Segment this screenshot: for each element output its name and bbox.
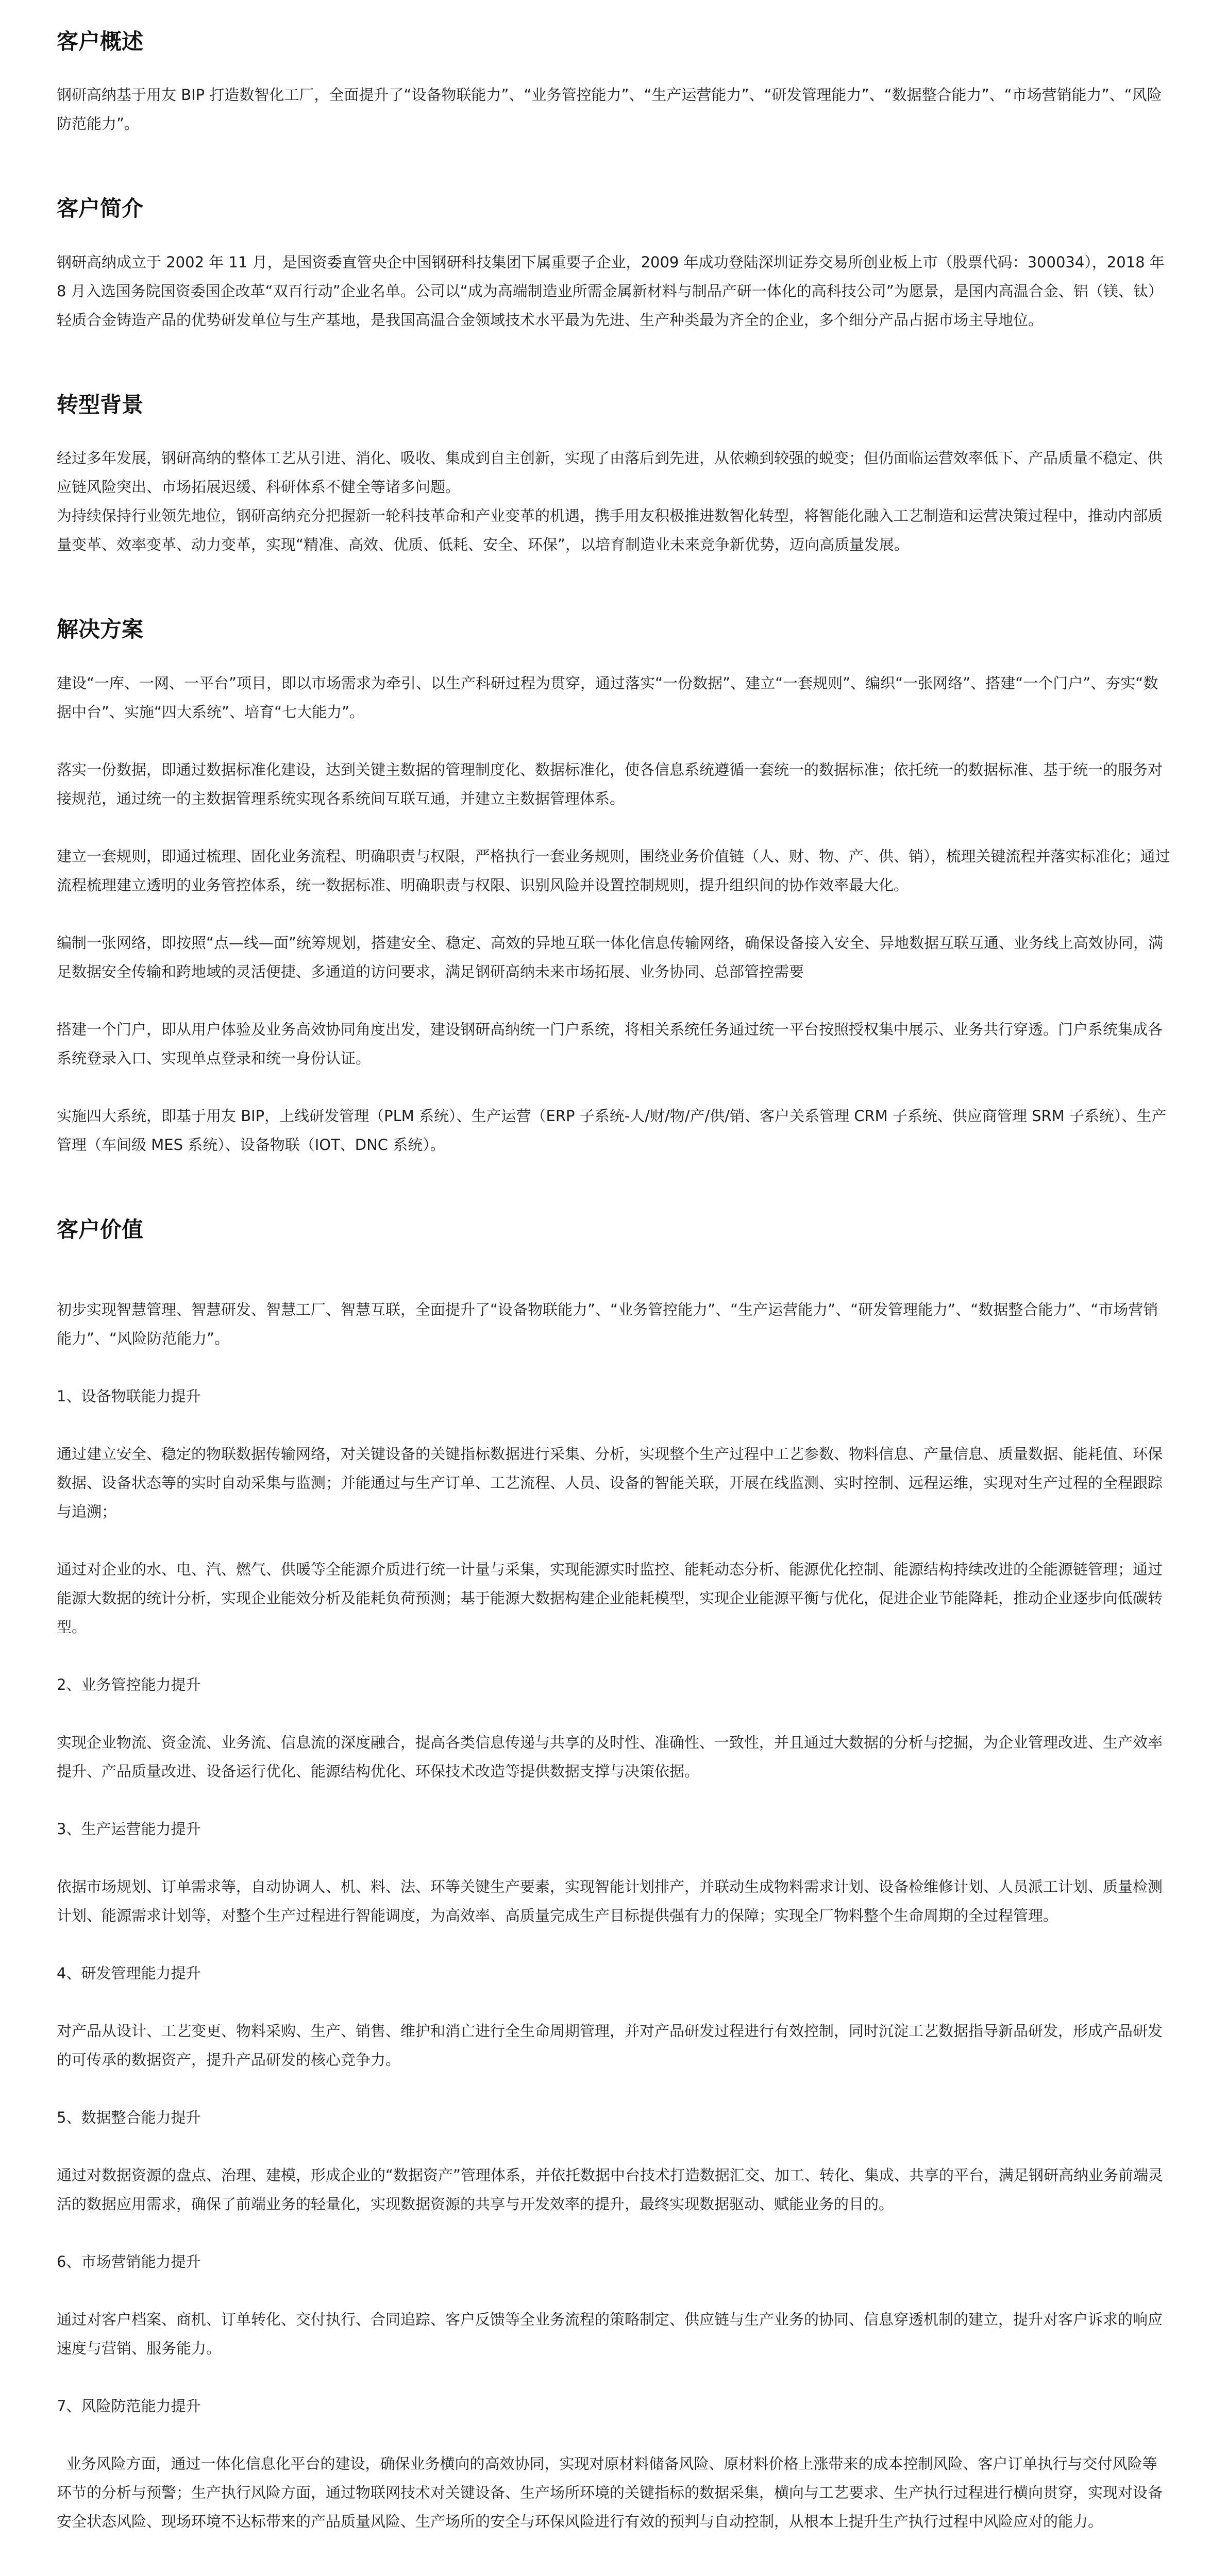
spacer	[57, 1930, 1170, 1959]
section-title-intro: 客户简介	[57, 196, 144, 222]
spacer	[57, 1786, 1170, 1815]
background-paragraph-2: 为持续保持行业领先地位，钢研高纳充分把握新一轮科技革命和产业变革的机遇，携手用友积极推进数智化转型，将智能化融入工艺制造和运营决策过程中，推动内部质量变革、效率变革、动力变革，实现“精准、高效、优质、低耗、安全、环保”，以培育制造业未来竞争新优势，迈向高质量发展。	[57, 507, 1163, 554]
section-title-value: 客户价值	[57, 1216, 144, 1242]
value-subheading-7: 7、风险防范能力提升	[57, 2397, 201, 2415]
background-paragraph-1: 经过多年发展，钢研高纳的整体工艺从引进、消化、吸收、集成到自主创新，实现了由落后到先进，从依赖到较强的蜕变；但仍面临运营效率低下、产品质量不稳定、供应链风险突出、市场拓展迟缓、科研体系不健全等诸多问题。	[57, 449, 1163, 496]
value-1-paragraph-1: 通过建立安全、稳定的物联数据传输网络，对关键设备的关键指标数据进行采集、分析，实现整个生产过程中工艺参数、物料信息、产量信息、质量数据、能耗值、环保数据、设备状态等的实时自动采集与监测；并能通过与生产订单、工艺流程、人员、设备的智能关联，开展在线监测、实时控制、远程运维，实现对生产过程的全程跟踪与追溯；	[57, 1445, 1163, 1520]
spacer	[57, 1843, 1170, 1872]
spacer	[57, 1641, 1170, 1670]
spacer	[57, 1353, 1170, 1382]
solution-paragraph-3: 建立一套规则，即通过梳理、固化业务流程、明确职责与权限，严格执行一套业务规则，围绕业务价值链（人、财、物、产、供、销），梳理关键流程并落实标准化；通过流程梳理建立透明的业务管控体系，统一数据标准、明确职责与权限、识别风险并设置控制规则，提升组织间的协作效率最大化。	[57, 847, 1170, 894]
value-intro: 初步实现智慧管理、智慧研发、智慧工厂、智慧互联，全面提升了“设备物联能力”、“业务管控能力”、“生产运营能力”、“研发管理能力”、“数据整合能力”、“市场营销能力”、“风险防范能力”。	[57, 1300, 1158, 1347]
value-2-paragraph-1: 实现企业物流、资金流、业务流、信息流的深度融合，提高各类信息传递与共享的及时性、准确性、一致性，并且通过大数据的分析与挖掘，为企业管理改进、生产效率提升、产品质量改进、设备运行优化、能源结构优化、环保技术改造等提供数据支撑与决策依据。	[57, 1733, 1163, 1780]
section-background	[57, 334, 1170, 559]
section-title-background: 转型背景	[57, 392, 144, 417]
section-value	[57, 1159, 1170, 2536]
value-3-paragraph-1: 依据市场规划、订单需求等，自动协调人、机、料、法、环等关键生产要素，实现智能计划排产，并联动生成物料需求计划、设备检维修计划、人员派工计划、质量检测计划、能源需求计划等，对整个生产过程进行智能调度，为高效率、高质量完成生产目标提供强有力的保障；实现全厂物料整个生命周期的全过程管理。	[57, 1877, 1163, 1924]
solution-paragraph-6: 实施四大系统，即基于用友 BIP，上线研发管理（PLM 系统）、生产运营（ERP 子系统-人/财/物/产/供/销、客户关系管理 CRM 子系统、供应商管理 SRM 子系统）、生产管理（车间级 MES 系统）、设备物联（IOT、DNC 系统）。	[57, 1107, 1167, 1154]
solution-paragraph-1: 建设“一库、一网、一平台”项目，即以市场需求为牵引、以生产科研过程为贯穿，通过落实“一份数据”、建立“一套规则”、编织“一张网络”、搭建“一个门户”、夯实“数据中台”、实施“四大系统”、培育“七大能力”。	[57, 674, 1158, 721]
spacer	[57, 726, 1170, 755]
value-4-paragraph-1: 对产品从设计、工艺变更、物料采购、生产、销售、维护和消亡进行全生命周期管理，并对产品研发过程进行有效控制，同时沉淀工艺数据指导新品研发，形成产品研发的可传承的数据资产，提升产品研发的核心竞争力。	[57, 2022, 1163, 2069]
value-1-paragraph-2: 通过对企业的水、电、汽、燃气、供暖等全能源介质进行统一计量与采集，实现能源实时监控、能耗动态分析、能源优化控制、能源结构持续改进的全能源链管理；通过能源大数据的统计分析，实现企业能效分析及能耗负荷预测；基于能源大数据构建企业能耗模型，实现企业能源平衡与优化，促进企业节能降耗，推动企业逐步向低碳转型。	[57, 1560, 1163, 1636]
spacer	[57, 2132, 1170, 2161]
spacer	[57, 1699, 1170, 1728]
spacer	[57, 1988, 1170, 2016]
spacer	[57, 986, 1170, 1015]
spacer	[57, 813, 1170, 842]
value-6-paragraph-1: 通过对客户档案、商机、订单转化、交付执行、合同追踪、客户反馈等全业务流程的策略制定、供应链与生产业务的协同、信息穿透机制的建立，提升对客户诉求的响应速度与营销、服务能力。	[57, 2310, 1163, 2357]
spacer	[57, 2074, 1170, 2103]
section-title-overview: 客户概述	[57, 29, 144, 54]
spacer	[57, 2276, 1170, 2305]
intro-text: 钢研高纳成立于 2002 年 11 月，是国资委直管央企中国钢研科技集团下属重要子企业，2009 年成功登陆深圳证券交易所创业板上市（股票代码：300034），2018 年 8 月入选国务院国资委国企改革“双百行动”企业名单。公司以“成为高端制造业所需金属新材料与制品产研一体化的高科技公司”为愿景，是国内高温合金、铝（镁、钛）轻质合金铸造产品的优势研发单位与生产基地，是我国高温合金领域技术水平最为先进、生产种类最为齐全的企业，多个细分产品占据市场主导地位。	[57, 253, 1170, 329]
spacer	[57, 900, 1170, 928]
value-5-paragraph-1: 通过对数据资源的盘点、治理、建模，形成企业的“数据资产”管理体系，并依托数据中台技术打造数据汇交、加工、转化、集成、共享的平台，满足钢研高纳业务前端灵活的数据应用需求，确保了前端业务的轻量化，实现数据资源的共享与开发效率的提升，最终实现数据驱动、赋能业务的目的。	[57, 2166, 1164, 2213]
spacer	[57, 1526, 1170, 1555]
value-7-paragraph-1: 业务风险方面，通过一体化信息化平台的建设，确保业务横向的高效协同，实现对原材料储备风险、原材料价格上涨带来的成本控制风险、客户订单执行与交付风险等环节的分析与预警；生产执行风险方面，通过物联网技术对关键设备、生产场所环境的关键指标的数据采集，横向与工艺要求、生产执行过程进行横向贯穿，实现对设备安全状态风险、现场环境不达标带来的产品质量风险、生产场所的安全与环保风险进行有效的预判与自动控制，从根本上提升生产执行过程中风险应对的能力。	[57, 2454, 1163, 2530]
section-solution	[57, 559, 1170, 1159]
solution-paragraph-4: 编制一张网络，即按照“点—线—面”统筹规划，搭建安全、稳定、高效的异地互联一体化信息传输网络，确保设备接入安全、异地数据互联互通、业务线上高效协同，满足数据安全传输和跨地域的灵活便捷、多通道的访问要求，满足钢研高纳未来市场拓展、业务协同、总部管控需要	[57, 934, 1164, 980]
solution-paragraph-5: 搭建一个门户，即从用户体验及业务高效协同角度出发，建设钢研高纳统一门户系统，将相关系统任务通过统一平台按照授权集中展示、业务共行穿透。门户系统集成各系统登录入口、实现单点登录和统一身份认证。	[57, 1020, 1163, 1067]
section-overview	[57, 0, 1170, 138]
value-subheading-5: 5、数据整合能力提升	[57, 2108, 201, 2126]
section-intro	[57, 138, 1170, 334]
value-subheading-1: 1、设备物联能力提升	[57, 1387, 201, 1405]
spacer	[57, 1073, 1170, 1101]
value-subheading-6: 6、市场营销能力提升	[57, 2252, 201, 2270]
value-subheading-3: 3、生产运营能力提升	[57, 1820, 201, 1838]
spacer	[57, 2218, 1170, 2247]
value-subheading-2: 2、业务管控能力提升	[57, 1675, 201, 1693]
spacer	[57, 1411, 1170, 1439]
section-title-solution: 解决方案	[57, 617, 144, 642]
spacer	[57, 2363, 1170, 2392]
spacer	[57, 2420, 1170, 2449]
value-subheading-4: 4、研发管理能力提升	[57, 1964, 201, 1982]
solution-paragraph-2: 落实一份数据，即通过数据标准化建设，达到关键主数据的管理制度化、数据标准化，使各信息系统遵循一套统一的数据标准；依托统一的数据标准、基于统一的服务对接规范，通过统一的主数据管理系统实现各系统间互联互通，并建立主数据管理体系。	[57, 760, 1163, 807]
overview-text: 钢研高纳基于用友 BIP 打造数智化工厂，全面提升了“设备物联能力”、“业务管控能力”、“生产运营能力”、“研发管理能力”、“数据整合能力”、“市场营销能力”、“风险防范能力”。	[57, 86, 1162, 133]
